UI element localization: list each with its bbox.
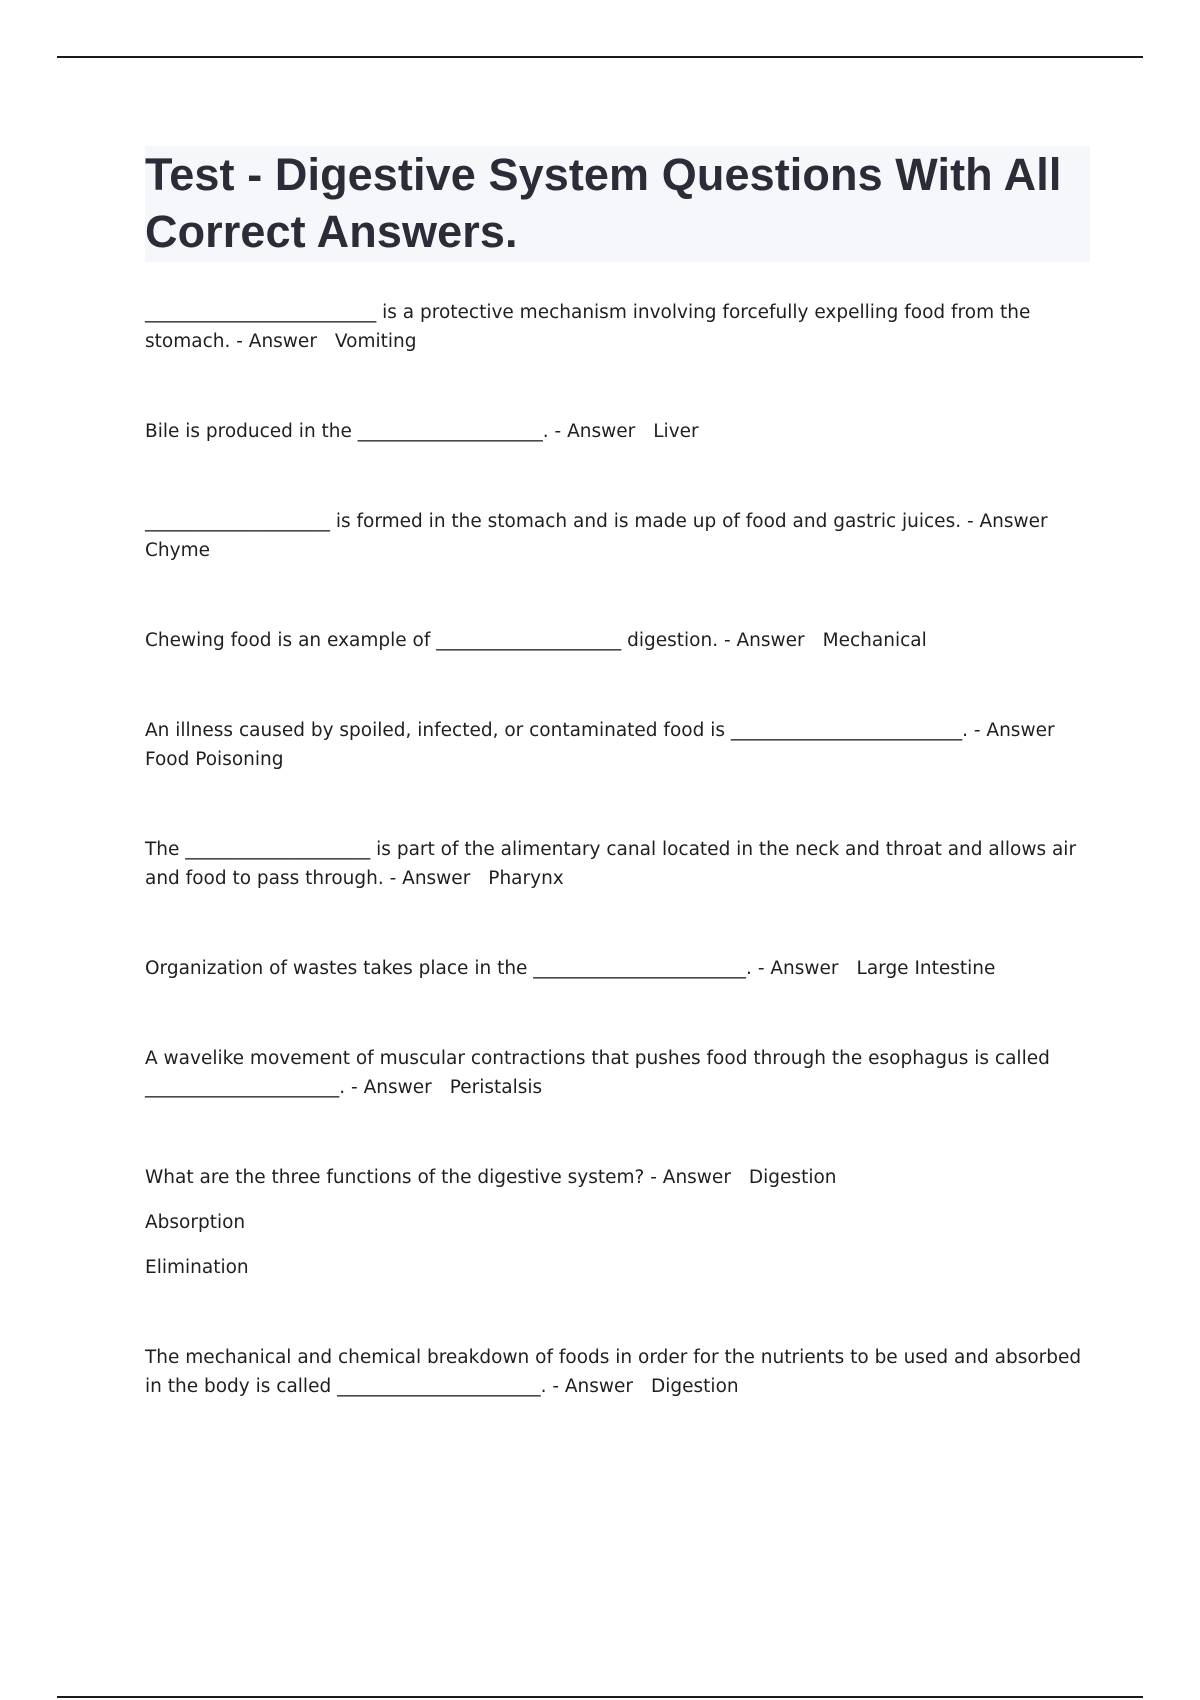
qa-item-10 — [145, 1343, 1090, 1401]
answer-text: Chyme — [145, 540, 210, 561]
qa-item-5 — [145, 716, 1090, 774]
qa-item-1 — [145, 298, 1090, 356]
qa-item-2 — [145, 417, 1090, 446]
document-body — [145, 146, 1090, 1462]
extra-answer-elimination: Elimination — [145, 1257, 249, 1278]
question-text: Chewing food is an example of ____________________ digestion. - Answer — [145, 630, 805, 651]
question-text: What are the three functions of the digestive system? - Answer — [145, 1167, 731, 1188]
qa-item-6 — [145, 835, 1090, 893]
question-text: The ____________________ is part of the alimentary canal located in the neck and throat and allows air and food to pass through. - Answer — [145, 839, 1077, 889]
answer-text: Vomiting — [334, 331, 417, 352]
question-text: _________________________ is a protective mechanism involving forcefully expelling food from the stomach. - Answer — [145, 302, 1031, 352]
qa-item-9 — [145, 1163, 1090, 1282]
question-text: A wavelike movement of muscular contractions that pushes food through the esophagus is called _____________________. - Answer — [145, 1048, 1050, 1098]
answer-text: Digestion — [651, 1376, 739, 1397]
qa-item-4 — [145, 626, 1090, 655]
answer-text: Pharynx — [488, 868, 564, 889]
question-text: ____________________ is formed in the stomach and is made up of food and gastric juices. - Answer — [145, 511, 1048, 532]
page-title: Test - Digestive System Questions With All Correct Answers. — [145, 149, 1062, 257]
title-banner — [145, 146, 1090, 262]
answer-text: Digestion — [748, 1167, 837, 1188]
qa-item-8 — [145, 1044, 1090, 1102]
question-text: Bile is produced in the ____________________. - Answer — [145, 421, 636, 442]
question-text: Organization of wastes takes place in the _______________________. - Answer — [145, 958, 839, 979]
answer-text: Mechanical — [822, 630, 927, 651]
answer-text: Food Poisoning — [145, 749, 284, 770]
qa-item-3 — [145, 507, 1090, 565]
extra-answer-absorption: Absorption — [145, 1212, 246, 1233]
question-text: An illness caused by spoiled, infected, or contaminated food is _________________________. - Answer — [145, 720, 1055, 741]
answer-text: Liver — [653, 421, 699, 442]
top-rule — [57, 56, 1143, 58]
qa-item-7 — [145, 954, 1090, 983]
question-text: The mechanical and chemical breakdown of foods in order for the nutrients to be used and absorbed in the body is called ______________________. - Answer — [145, 1347, 1082, 1397]
bottom-rule — [57, 1696, 1143, 1698]
answer-text: Peristalsis — [449, 1077, 543, 1098]
answer-text: Large Intestine — [856, 958, 996, 979]
